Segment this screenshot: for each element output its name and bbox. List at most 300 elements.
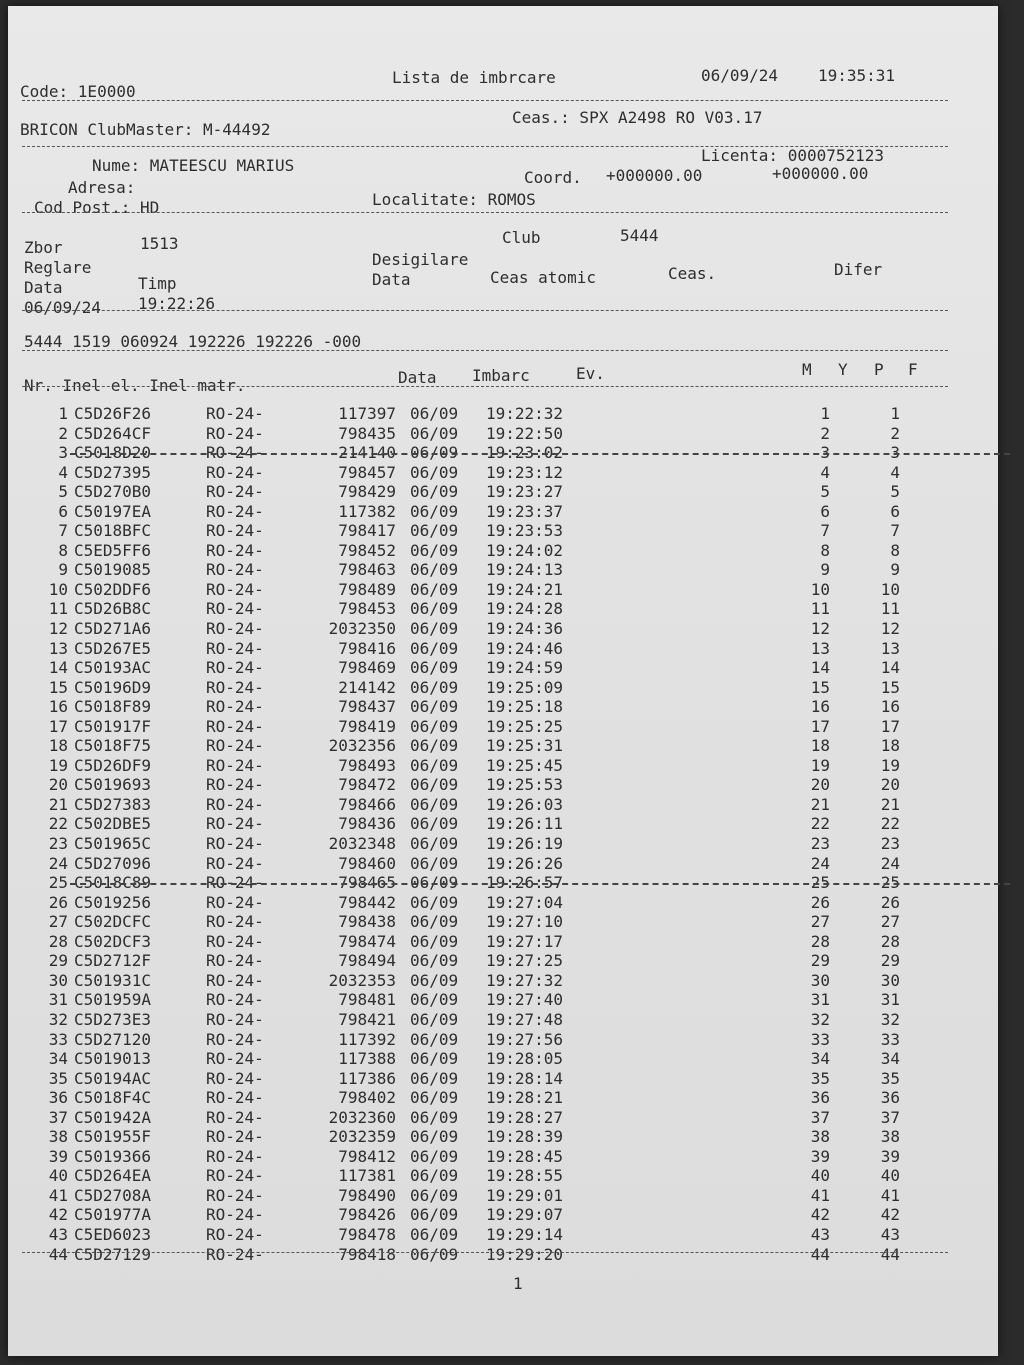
coord-x: +000000.00 — [606, 166, 703, 185]
arrival-date: 06/09 — [410, 912, 459, 932]
arrival-time: 19:29:20 — [486, 1244, 564, 1264]
ring-number: 117392 — [338, 1029, 396, 1049]
unsealing-label: Desigilare — [372, 250, 469, 269]
arrival-time: 19:25:31 — [486, 736, 564, 756]
arrival-date: 06/09 — [410, 853, 459, 873]
rank-m: 1 — [820, 404, 830, 423]
arrival-date: 06/09 — [410, 716, 459, 736]
ring-number: 798412 — [338, 1146, 396, 1166]
atomic-clock-label: Ceas atomic — [490, 268, 596, 287]
ring-prefix: RO-24- — [206, 619, 264, 639]
column-header-date: Data — [398, 368, 437, 387]
rank-p: 38 — [880, 1127, 900, 1147]
ring-prefix: RO-24- — [206, 423, 264, 443]
divider — [22, 386, 948, 387]
ring-prefix: RO-24- — [206, 716, 264, 736]
column-header-p: P — [874, 360, 884, 379]
electronic-ring: C502DBE5 — [74, 814, 152, 834]
row-number: 17 — [48, 716, 68, 736]
table-row — [30, 580, 950, 600]
electronic-ring: C50193AC — [74, 658, 152, 678]
ring-number: 117382 — [338, 501, 396, 521]
electronic-ring: C5018F89 — [74, 697, 152, 717]
rank-p: 10 — [880, 579, 900, 599]
ring-number: 2032356 — [328, 736, 396, 756]
ring-prefix: RO-24- — [206, 1068, 264, 1088]
row-number: 21 — [48, 794, 68, 814]
ring-prefix: RO-24- — [206, 794, 264, 814]
rank-p: 43 — [880, 1224, 900, 1244]
clubmaster-label: BRICON ClubMaster: M-44492 — [20, 120, 271, 139]
row-number: 4 — [58, 462, 68, 482]
arrival-date: 06/09 — [410, 1127, 459, 1147]
row-number: 5 — [58, 482, 68, 502]
arrival-date: 06/09 — [410, 619, 459, 639]
ring-number: 798457 — [338, 462, 396, 482]
table-row — [30, 404, 950, 424]
row-number: 26 — [48, 892, 68, 912]
column-header-y: Y — [838, 360, 848, 379]
ring-number: 798469 — [338, 658, 396, 678]
arrival-time: 19:28:45 — [486, 1146, 564, 1166]
rank-p: 28 — [880, 931, 900, 951]
arrival-date: 06/09 — [410, 638, 459, 658]
row-number: 22 — [48, 814, 68, 834]
rank-p: 31 — [880, 990, 900, 1010]
rank-p: 27 — [880, 912, 900, 932]
table-row — [30, 443, 950, 463]
ring-number: 2032360 — [328, 1107, 396, 1127]
club-label: Club — [502, 228, 541, 247]
ring-prefix: RO-24- — [206, 912, 264, 932]
electronic-ring: C5D27129 — [74, 1244, 152, 1264]
rank-p: 21 — [880, 794, 900, 814]
row-number: 8 — [58, 540, 68, 560]
ring-prefix: RO-24- — [206, 814, 264, 834]
address-label: Adresa: — [68, 178, 136, 197]
rank-p: 22 — [880, 814, 900, 834]
ring-number: 2032348 — [328, 834, 396, 854]
ring-number: 798438 — [338, 912, 396, 932]
rank-m: 8 — [820, 540, 830, 560]
electronic-ring: C5D26B8C — [74, 599, 152, 619]
arrival-date: 06/09 — [410, 658, 459, 678]
ring-prefix: RO-24- — [206, 599, 264, 619]
license-label: Licenta: 0000752123 — [701, 146, 885, 165]
flight-label: Zbor — [24, 238, 63, 257]
electronic-ring: C5D273E3 — [74, 1009, 152, 1029]
row-number: 16 — [48, 697, 68, 717]
arrival-time: 19:27:04 — [486, 892, 564, 912]
electronic-ring: C5D264CF — [74, 423, 152, 443]
arrival-date: 06/09 — [410, 1185, 459, 1205]
rank-m: 20 — [810, 775, 830, 795]
rank-m: 38 — [810, 1127, 830, 1147]
divider — [22, 212, 948, 213]
ring-number: 798437 — [338, 697, 396, 717]
electronic-ring: C501931C — [74, 970, 152, 990]
strikethrough-line — [70, 453, 1010, 455]
rank-m: 41 — [810, 1185, 830, 1205]
ring-prefix: RO-24- — [206, 521, 264, 541]
table-row — [30, 717, 950, 737]
arrival-time: 19:28:55 — [486, 1166, 564, 1186]
row-number: 14 — [48, 658, 68, 678]
ring-prefix: RO-24- — [206, 1049, 264, 1069]
column-header-f: F — [908, 360, 918, 379]
ring-number: 117388 — [338, 1049, 396, 1069]
arrival-time: 19:27:17 — [486, 931, 564, 951]
ring-prefix: RO-24- — [206, 404, 264, 423]
table-row — [30, 951, 950, 971]
club-number: 5444 — [620, 226, 659, 245]
ring-prefix: RO-24- — [206, 443, 264, 463]
arrival-date: 06/09 — [410, 1244, 459, 1264]
ring-number: 798466 — [338, 794, 396, 814]
row-number: 38 — [48, 1127, 68, 1147]
electronic-ring: C5D26F26 — [74, 404, 152, 423]
rank-p: 18 — [880, 736, 900, 756]
ring-number: 117386 — [338, 1068, 396, 1088]
table-row — [30, 736, 950, 756]
column-header-rings: Nr. Inel el. Inel matr. — [24, 376, 246, 395]
electronic-ring: C5D267E5 — [74, 638, 152, 658]
ring-prefix: RO-24- — [206, 970, 264, 990]
rank-p: 23 — [880, 834, 900, 854]
rank-p: 16 — [880, 697, 900, 717]
document-title: Lista de imbrcare — [392, 68, 556, 87]
arrival-time: 19:24:36 — [486, 619, 564, 639]
table-row — [30, 834, 950, 854]
ring-prefix: RO-24- — [206, 990, 264, 1010]
electronic-ring: C50197EA — [74, 501, 152, 521]
rank-p: 12 — [880, 619, 900, 639]
divider — [22, 350, 948, 351]
ring-number: 798481 — [338, 990, 396, 1010]
ring-number: 798429 — [338, 482, 396, 502]
ring-prefix: RO-24- — [206, 775, 264, 795]
electronic-ring: C5D27395 — [74, 462, 152, 482]
arrival-time: 19:26:57 — [486, 873, 564, 893]
row-number: 10 — [48, 579, 68, 599]
print-time: 19:35:31 — [818, 66, 896, 85]
electronic-ring: C5018F75 — [74, 736, 152, 756]
rank-m: 9 — [820, 560, 830, 580]
electronic-ring: C502DCFC — [74, 912, 152, 932]
row-number: 20 — [48, 775, 68, 795]
ring-prefix: RO-24- — [206, 853, 264, 873]
table-row — [30, 1069, 950, 1089]
rank-m: 39 — [810, 1146, 830, 1166]
ring-number: 798460 — [338, 853, 396, 873]
ring-number: 798421 — [338, 1009, 396, 1029]
ring-number: 798463 — [338, 560, 396, 580]
rank-m: 37 — [810, 1107, 830, 1127]
ring-prefix: RO-24- — [206, 1029, 264, 1049]
table-row — [30, 873, 950, 893]
arrival-time: 19:25:53 — [486, 775, 564, 795]
electronic-ring: C5019366 — [74, 1146, 152, 1166]
column-header-arrival: Imbarc — [472, 366, 530, 385]
ring-prefix: RO-24- — [206, 1107, 264, 1127]
rank-m: 13 — [810, 638, 830, 658]
rank-m: 2 — [820, 423, 830, 443]
table-row — [30, 502, 950, 522]
rank-p: 25 — [880, 873, 900, 893]
table-row — [30, 521, 950, 541]
arrival-date: 06/09 — [410, 697, 459, 717]
table-row — [30, 814, 950, 834]
rank-p: 35 — [880, 1068, 900, 1088]
rank-m: 15 — [810, 677, 830, 697]
row-number: 29 — [48, 951, 68, 971]
table-row — [30, 463, 950, 483]
ring-number: 2032359 — [328, 1127, 396, 1147]
rank-m: 31 — [810, 990, 830, 1010]
row-number: 6 — [58, 501, 68, 521]
row-number: 36 — [48, 1088, 68, 1108]
row-number: 42 — [48, 1205, 68, 1225]
row-number: 28 — [48, 931, 68, 951]
arrival-time: 19:24:02 — [486, 540, 564, 560]
row-number: 2 — [58, 423, 68, 443]
row-number: 27 — [48, 912, 68, 932]
arrival-date: 06/09 — [410, 775, 459, 795]
table-row — [30, 932, 950, 952]
ring-number: 798452 — [338, 540, 396, 560]
electronic-ring: C5019693 — [74, 775, 152, 795]
table-row — [30, 1010, 950, 1030]
ring-prefix: RO-24- — [206, 638, 264, 658]
ring-prefix: RO-24- — [206, 1185, 264, 1205]
ring-prefix: RO-24- — [206, 736, 264, 756]
ring-number: 798494 — [338, 951, 396, 971]
ring-prefix: RO-24- — [206, 677, 264, 697]
rank-m: 18 — [810, 736, 830, 756]
arrival-date: 06/09 — [410, 1107, 459, 1127]
table-row — [30, 639, 950, 659]
table-row — [30, 1205, 950, 1225]
rank-m: 19 — [810, 755, 830, 775]
table-row — [30, 1088, 950, 1108]
rank-m: 33 — [810, 1029, 830, 1049]
row-number: 1 — [58, 404, 68, 423]
rank-m: 43 — [810, 1224, 830, 1244]
table-row — [30, 678, 950, 698]
postal-code-label: Cod Post.: HD — [34, 198, 160, 217]
table-row — [30, 599, 950, 619]
row-number: 18 — [48, 736, 68, 756]
electronic-ring: C5ED6023 — [74, 1224, 152, 1244]
ring-prefix: RO-24- — [206, 892, 264, 912]
arrival-date: 06/09 — [410, 540, 459, 560]
ring-number: 798419 — [338, 716, 396, 736]
electronic-ring: C50194AC — [74, 1068, 152, 1088]
electronic-ring: C501977A — [74, 1205, 152, 1225]
rank-m: 25 — [810, 873, 830, 893]
rank-p: 15 — [880, 677, 900, 697]
row-number: 9 — [58, 560, 68, 580]
rank-p: 40 — [880, 1166, 900, 1186]
rank-p: 41 — [880, 1185, 900, 1205]
row-number: 31 — [48, 990, 68, 1010]
electronic-ring: C501965C — [74, 834, 152, 854]
arrival-time: 19:28:05 — [486, 1049, 564, 1069]
arrival-time: 19:26:03 — [486, 794, 564, 814]
table-row — [30, 541, 950, 561]
rank-m: 44 — [810, 1244, 830, 1264]
row-number: 41 — [48, 1185, 68, 1205]
arrival-time: 19:27:10 — [486, 912, 564, 932]
rank-p: 6 — [890, 501, 900, 521]
arrival-date: 06/09 — [410, 814, 459, 834]
rank-p: 5 — [890, 482, 900, 502]
arrival-date: 06/09 — [410, 1205, 459, 1225]
rank-m: 26 — [810, 892, 830, 912]
electronic-ring: C5018D20 — [74, 443, 152, 463]
ring-number: 798417 — [338, 521, 396, 541]
ring-prefix: RO-24- — [206, 1205, 264, 1225]
arrival-time: 19:24:59 — [486, 658, 564, 678]
electronic-ring: C5018BFC — [74, 521, 152, 541]
rank-m: 24 — [810, 853, 830, 873]
arrival-time: 19:23:12 — [486, 462, 564, 482]
arrival-time: 19:25:45 — [486, 755, 564, 775]
ring-number: 798474 — [338, 931, 396, 951]
rank-m: 21 — [810, 794, 830, 814]
table-row — [30, 1049, 950, 1069]
rank-m: 17 — [810, 716, 830, 736]
arrival-time: 19:23:02 — [486, 443, 564, 463]
arrival-time: 19:25:25 — [486, 716, 564, 736]
electronic-ring: C5D271A6 — [74, 619, 152, 639]
ring-number: 798465 — [338, 873, 396, 893]
ring-number: 798442 — [338, 892, 396, 912]
rank-m: 14 — [810, 658, 830, 678]
print-date: 06/09/24 — [701, 66, 779, 85]
locality-label: Localitate: ROMOS — [372, 190, 536, 209]
rank-m: 6 — [820, 501, 830, 521]
ring-prefix: RO-24- — [206, 834, 264, 854]
rank-p: 14 — [880, 658, 900, 678]
electronic-ring: C5D2708A — [74, 1185, 152, 1205]
row-number: 19 — [48, 755, 68, 775]
rank-p: 20 — [880, 775, 900, 795]
row-number: 39 — [48, 1146, 68, 1166]
coord-y: +000000.00 — [772, 164, 869, 183]
row-number: 24 — [48, 853, 68, 873]
rank-p: 3 — [890, 443, 900, 463]
arrival-time: 19:28:21 — [486, 1088, 564, 1108]
arrival-date: 06/09 — [410, 1166, 459, 1186]
arrival-date: 06/09 — [410, 1068, 459, 1088]
arrival-time: 19:23:27 — [486, 482, 564, 502]
table-row — [30, 1030, 950, 1050]
rank-p: 7 — [890, 521, 900, 541]
ring-number: 798436 — [338, 814, 396, 834]
row-number: 3 — [58, 443, 68, 463]
electronic-ring: C5D26DF9 — [74, 755, 152, 775]
electronic-ring: C5018F4C — [74, 1088, 152, 1108]
ring-number: 798478 — [338, 1224, 396, 1244]
arrival-time: 19:28:39 — [486, 1127, 564, 1147]
clock-col-label: Ceas. — [668, 264, 717, 283]
electronic-ring: C5D27096 — [74, 853, 152, 873]
divider — [22, 310, 948, 311]
rank-m: 40 — [810, 1166, 830, 1186]
arrival-date: 06/09 — [410, 990, 459, 1010]
ring-number: 798402 — [338, 1088, 396, 1108]
ring-number: 2032353 — [328, 970, 396, 990]
electronic-ring: C5D2712F — [74, 951, 152, 971]
rank-m: 3 — [820, 443, 830, 463]
arrival-date: 06/09 — [410, 873, 459, 893]
arrival-date: 06/09 — [410, 462, 459, 482]
divider — [22, 1252, 948, 1253]
table-row — [30, 775, 950, 795]
divider — [22, 100, 948, 101]
difference-label: Difer — [834, 260, 883, 279]
ring-prefix: RO-24- — [206, 755, 264, 775]
row-number: 40 — [48, 1166, 68, 1186]
arrival-time: 19:27:32 — [486, 970, 564, 990]
rank-m: 30 — [810, 970, 830, 990]
arrival-date: 06/09 — [410, 892, 459, 912]
row-number: 43 — [48, 1224, 68, 1244]
table-row — [30, 1225, 950, 1245]
table-row — [30, 1108, 950, 1128]
rank-p: 29 — [880, 951, 900, 971]
rank-m: 5 — [820, 482, 830, 502]
electronic-ring: C50196D9 — [74, 677, 152, 697]
row-number: 7 — [58, 521, 68, 541]
rank-m: 36 — [810, 1088, 830, 1108]
time-label: Timp — [138, 274, 177, 293]
ring-number: 798472 — [338, 775, 396, 795]
arrival-time: 19:26:19 — [486, 834, 564, 854]
row-number: 12 — [48, 619, 68, 639]
arrival-date: 06/09 — [410, 579, 459, 599]
rank-p: 11 — [880, 599, 900, 619]
rank-p: 26 — [880, 892, 900, 912]
arrival-date: 06/09 — [410, 677, 459, 697]
arrival-date: 06/09 — [410, 1049, 459, 1069]
arrival-date: 06/09 — [410, 599, 459, 619]
rank-p: 42 — [880, 1205, 900, 1225]
arrival-time: 19:26:11 — [486, 814, 564, 834]
ring-prefix: RO-24- — [206, 1224, 264, 1244]
rank-p: 17 — [880, 716, 900, 736]
electronic-ring: C501955F — [74, 1127, 152, 1147]
row-number: 13 — [48, 638, 68, 658]
arrival-time: 19:26:26 — [486, 853, 564, 873]
row-number: 30 — [48, 970, 68, 990]
rank-m: 42 — [810, 1205, 830, 1225]
electronic-ring: C501942A — [74, 1107, 152, 1127]
arrival-time: 19:22:32 — [486, 404, 564, 423]
arrival-date: 06/09 — [410, 1009, 459, 1029]
rank-m: 32 — [810, 1009, 830, 1029]
table-row — [30, 658, 950, 678]
rank-m: 28 — [810, 931, 830, 951]
arrival-time: 19:25:09 — [486, 677, 564, 697]
summary-line: 5444 1519 060924 192226 192226 -000 — [24, 332, 362, 351]
arrival-date: 06/09 — [410, 1029, 459, 1049]
rank-m: 4 — [820, 462, 830, 482]
arrival-time: 19:23:37 — [486, 501, 564, 521]
rank-p: 1 — [890, 404, 900, 423]
table-row — [30, 795, 950, 815]
